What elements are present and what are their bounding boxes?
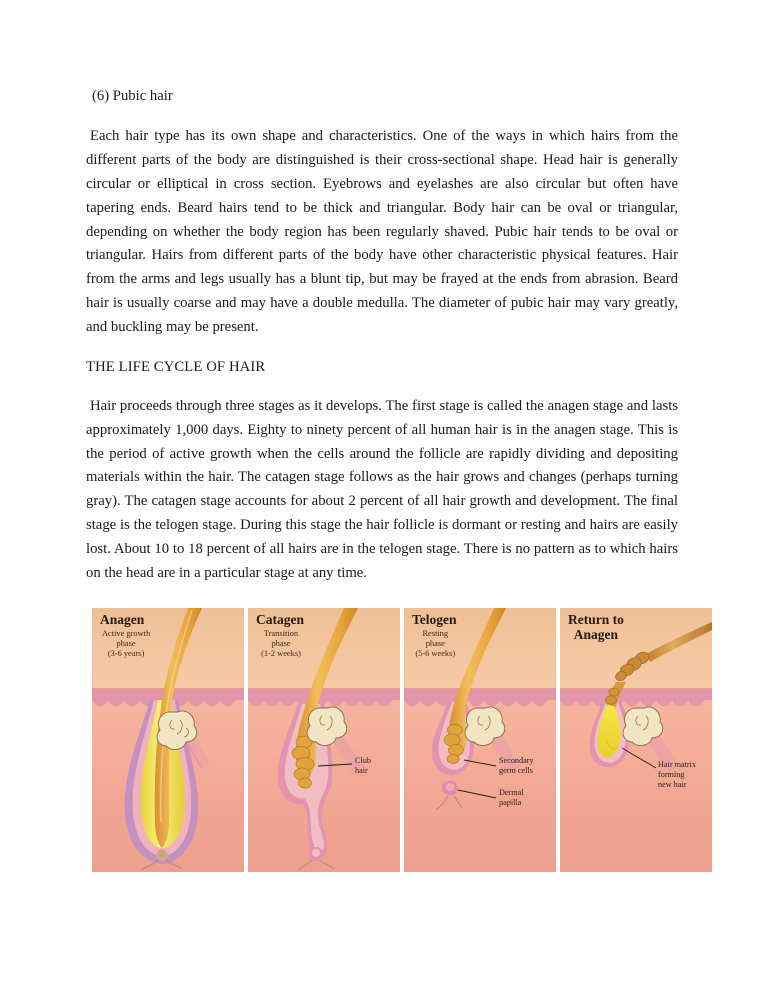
telogen-title: Telogen [412,612,457,627]
section-heading-life-cycle: THE LIFE CYCLE OF HAIR [86,358,266,375]
return-to-anagen-title: Return to Anagen [568,612,624,642]
list-item-pubic-hair: (6) Pubic hair [92,88,173,104]
figure-panel-anagen [92,608,244,872]
anagen-title: Anagen [100,612,145,627]
catagen-illustration [248,608,400,872]
annotation-club-hair: Club hair [355,756,371,775]
paragraph-hair-types: Each hair type has its own shape and characteristics. One of the ways in which hairs from the different parts of the body are distinguished is their cross-sectional shape. Head hair is generally circular or elliptical in cross section. Eyebrows and eyelashes are also circular but often have tapering ends. Beard hairs tend to be thick and triangular. Body hair can be oval or triangular, depending on whether the body region has been regularly shaved. Pubic hair tends to be oval or triangular. Hairs from different parts of the body have other characteristic physical features. Hair from the arms and legs usually has a blunt tip, but may be frayed at the ends from abrasion. Beard hair is usually coarse and may have a double medulla. The diameter of pubic hair may vary greatly, and buckling may be present. [86,128,678,335]
figure-panel-telogen [404,608,556,872]
figure-panel-catagen [248,608,400,872]
annotation-hair-matrix: Hair matrix forming new hair [658,760,696,789]
telogen-illustration [404,608,556,872]
annotation-dermal-papilla: Dermal papilla [499,788,524,807]
anagen-subtitle: Active growth phase (3-6 years) [102,628,151,659]
figure-panel-return-to-anagen [560,608,712,872]
paragraph-life-cycle: Hair proceeds through three stages as it develops. The first stage is called the anagen stage and lasts approximately 1,000 days. Eighty to ninety percent of all human hair is in the anagen stage. This is the period of active growth when the cells around the follicle are rapidly dividing and depositing materials within the hair. The catagen stage follows as the hair grows and changes (perhaps turning gray). The catagen stage accounts for about 2 percent of all hair growth and development. The final stage is the telogen stage. During this stage the hair follicle is dormant or resting and hairs are easily lost. About 10 to 18 percent of all hairs are in the telogen stage. There is no pattern as to which hairs on the head are in a particular stage at any time. [86,397,678,581]
hair-growth-cycle-figure [92,608,712,872]
anagen-illustration [92,608,244,872]
catagen-subtitle: Transition phase (1-2 weeks) [261,628,301,659]
telogen-subtitle: Resting phase (5-6 weeks) [415,628,456,659]
catagen-title: Catagen [256,612,304,627]
return-to-anagen-illustration [560,608,712,872]
annotation-secondary-germ-cells: Secondary germ cells [499,756,534,775]
document-body [86,86,678,602]
